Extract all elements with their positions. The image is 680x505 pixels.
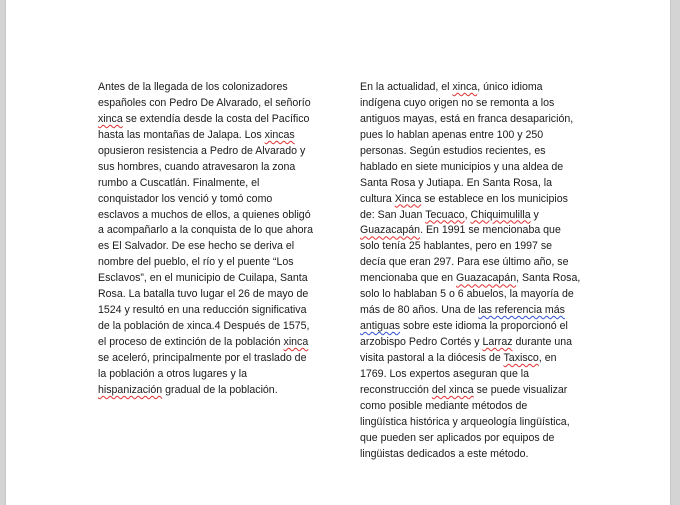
text-line	[98, 319, 320, 335]
text-line	[98, 176, 320, 192]
text-line	[360, 303, 582, 319]
text-line	[98, 208, 320, 224]
text-run: se extendía desde la costa del Pacífico	[122, 112, 310, 125]
text-run: se establece en los municipios	[421, 192, 568, 205]
spelling-flagged-word: Chiquimulilla	[470, 208, 531, 221]
text-line	[98, 255, 320, 271]
text-run: pues lo hablan apenas entre 100 y 250	[360, 128, 544, 141]
text-run: decía que eran 297. Para ese último año, se	[360, 256, 569, 269]
grammar-flagged-phrase: antiguas	[360, 320, 401, 333]
text-line	[98, 383, 320, 399]
text-run: En la actualidad, el	[360, 81, 453, 93]
text-run: se aceleró, principalmente por el traslado de	[98, 351, 307, 364]
text-run: visita pastoral a la diócesis de	[360, 351, 504, 364]
text-run: de: San Juan	[360, 208, 426, 221]
text-run: durante una	[512, 336, 573, 348]
text-line	[360, 367, 582, 383]
text-run: indígena cuyo origen no se remonta a los	[360, 96, 555, 109]
text-run: gradual de la población.	[162, 383, 278, 396]
text-line	[98, 367, 320, 383]
text-run: Rosa. La batalla tuvo lugar el 26 de mayo de	[98, 288, 309, 301]
spelling-flagged-word: Larraz	[482, 336, 513, 348]
text-run: el proceso de extinción de la población	[98, 336, 284, 348]
text-line	[98, 96, 320, 112]
text-line	[98, 351, 320, 367]
text-line	[98, 223, 320, 239]
text-line	[360, 144, 582, 160]
spelling-flagged-word: Guazacapán	[360, 224, 421, 237]
text-line	[360, 335, 582, 351]
text-run: cultura	[360, 192, 395, 205]
text-run: de la población de xinca.4 Después de 1575,	[98, 320, 310, 333]
text-line	[360, 96, 582, 112]
text-run: es El Salvador. De ese hecho se deriva el	[98, 240, 295, 253]
spelling-flagged-word: xincas	[264, 128, 295, 141]
text-line	[360, 415, 582, 431]
text-column-right[interactable]	[360, 80, 582, 463]
text-run: esclavos a muchos de ellos, a quienes obligó	[98, 208, 311, 221]
text-line	[360, 447, 582, 463]
text-run: antiguos mayas, está en franca desaparición,	[360, 112, 574, 125]
text-line	[98, 271, 320, 287]
text-run: Esclavos”, en el municipio de Cuilapa, Santa	[98, 272, 308, 285]
text-line	[98, 335, 320, 351]
text-line	[98, 287, 320, 303]
text-run: lingüistas dedicados a este método.	[360, 447, 529, 460]
text-run: conquistador los venció y tomó como	[98, 192, 273, 205]
text-run: arzobispo Pedro Cortés y	[360, 336, 483, 348]
text-line	[360, 208, 582, 224]
text-run: sobre este idioma la proporcionó el	[400, 320, 568, 333]
text-run: . En 1991 se mencionaba que	[420, 224, 561, 237]
text-line	[360, 351, 582, 367]
text-run: españoles con Pedro De Alvarado, el señorío	[98, 96, 311, 109]
text-run: , único idioma	[477, 81, 543, 93]
text-run: la población a otros lugares y la	[98, 367, 247, 380]
text-line	[360, 431, 582, 447]
text-run: sus hombres, cuando atravesaron la zona	[98, 160, 296, 173]
text-line	[98, 239, 320, 255]
text-run: , Santa Rosa,	[516, 272, 581, 285]
spelling-flagged-word: hispanización	[98, 383, 163, 396]
text-run: como posible mediante métodos de	[360, 399, 528, 412]
text-run: , en	[538, 351, 557, 364]
text-line	[98, 80, 320, 96]
spelling-flagged-word: xinca	[283, 336, 309, 348]
spelling-flagged-word: Tecuaco	[425, 208, 465, 221]
text-line	[360, 192, 582, 208]
text-run: rumbo a Cuscatlán. Finalmente, el	[98, 176, 260, 189]
text-run: ,	[464, 208, 471, 221]
text-line	[360, 80, 582, 96]
text-line	[360, 271, 582, 287]
text-run: se puede visualizar	[473, 383, 568, 396]
grammar-flagged-phrase: las referencia más	[478, 304, 565, 317]
text-run: más de 80 años. Una de	[360, 304, 479, 317]
text-line	[360, 223, 582, 239]
text-line	[360, 239, 582, 255]
text-run: Antes de la llegada de los colonizadores	[98, 81, 288, 93]
text-line	[98, 160, 320, 176]
text-run: que pueden ser aplicados por equipos de	[360, 431, 555, 444]
text-run: hasta las montañas de Jalapa. Los	[98, 128, 265, 141]
spelling-flagged-word: xinca	[98, 112, 123, 125]
text-run: opusieron resistencia a Pedro de Alvarado y	[98, 144, 306, 157]
text-line	[98, 192, 320, 208]
text-run: personas. Según estudios recientes, es	[360, 144, 546, 157]
text-line	[98, 303, 320, 319]
text-run: y	[530, 208, 539, 221]
text-run: nombre del pueblo, el río y el puente “Los	[98, 256, 294, 269]
text-line	[98, 128, 320, 144]
text-line	[360, 176, 582, 192]
text-line	[360, 287, 582, 303]
text-run: reconstrucción	[360, 383, 432, 396]
text-line	[360, 112, 582, 128]
text-run: solo lo hablaban 5 o 6 abuelos, la mayoría de	[360, 288, 574, 301]
text-column-left[interactable]	[98, 80, 320, 399]
spelling-flagged-word: Taxisco	[503, 351, 539, 364]
text-run: lingüística histórica y arqueología lingüística,	[360, 415, 570, 428]
text-line	[360, 383, 582, 399]
spelling-flagged-word: Xinca	[394, 192, 422, 205]
text-run: 1524 y resultó en una reducción significativa	[98, 304, 307, 317]
text-line	[98, 144, 320, 160]
spelling-flagged-word: del xinca	[431, 383, 474, 396]
text-run: a acompañarlo a la conquista de lo que ahora	[98, 224, 313, 237]
text-line	[98, 112, 320, 128]
text-line	[360, 399, 582, 415]
spelling-flagged-word: Guazacapán	[456, 272, 517, 285]
text-line	[360, 255, 582, 271]
text-run: 1769. Los expertos aseguran que la	[360, 367, 530, 380]
text-run: mencionaba que en	[360, 272, 457, 285]
document-page[interactable]	[5, 0, 671, 505]
text-run: hablado en siete municipios y una aldea de	[360, 160, 564, 173]
text-run: solo tenía 25 hablantes, pero en 1997 se	[360, 240, 553, 253]
text-line	[360, 128, 582, 144]
text-run: Santa Rosa y Jutiapa. En Santa Rosa, la	[360, 176, 552, 189]
text-line	[360, 160, 582, 176]
spelling-flagged-word: xinca	[452, 81, 478, 93]
text-line	[360, 319, 582, 335]
